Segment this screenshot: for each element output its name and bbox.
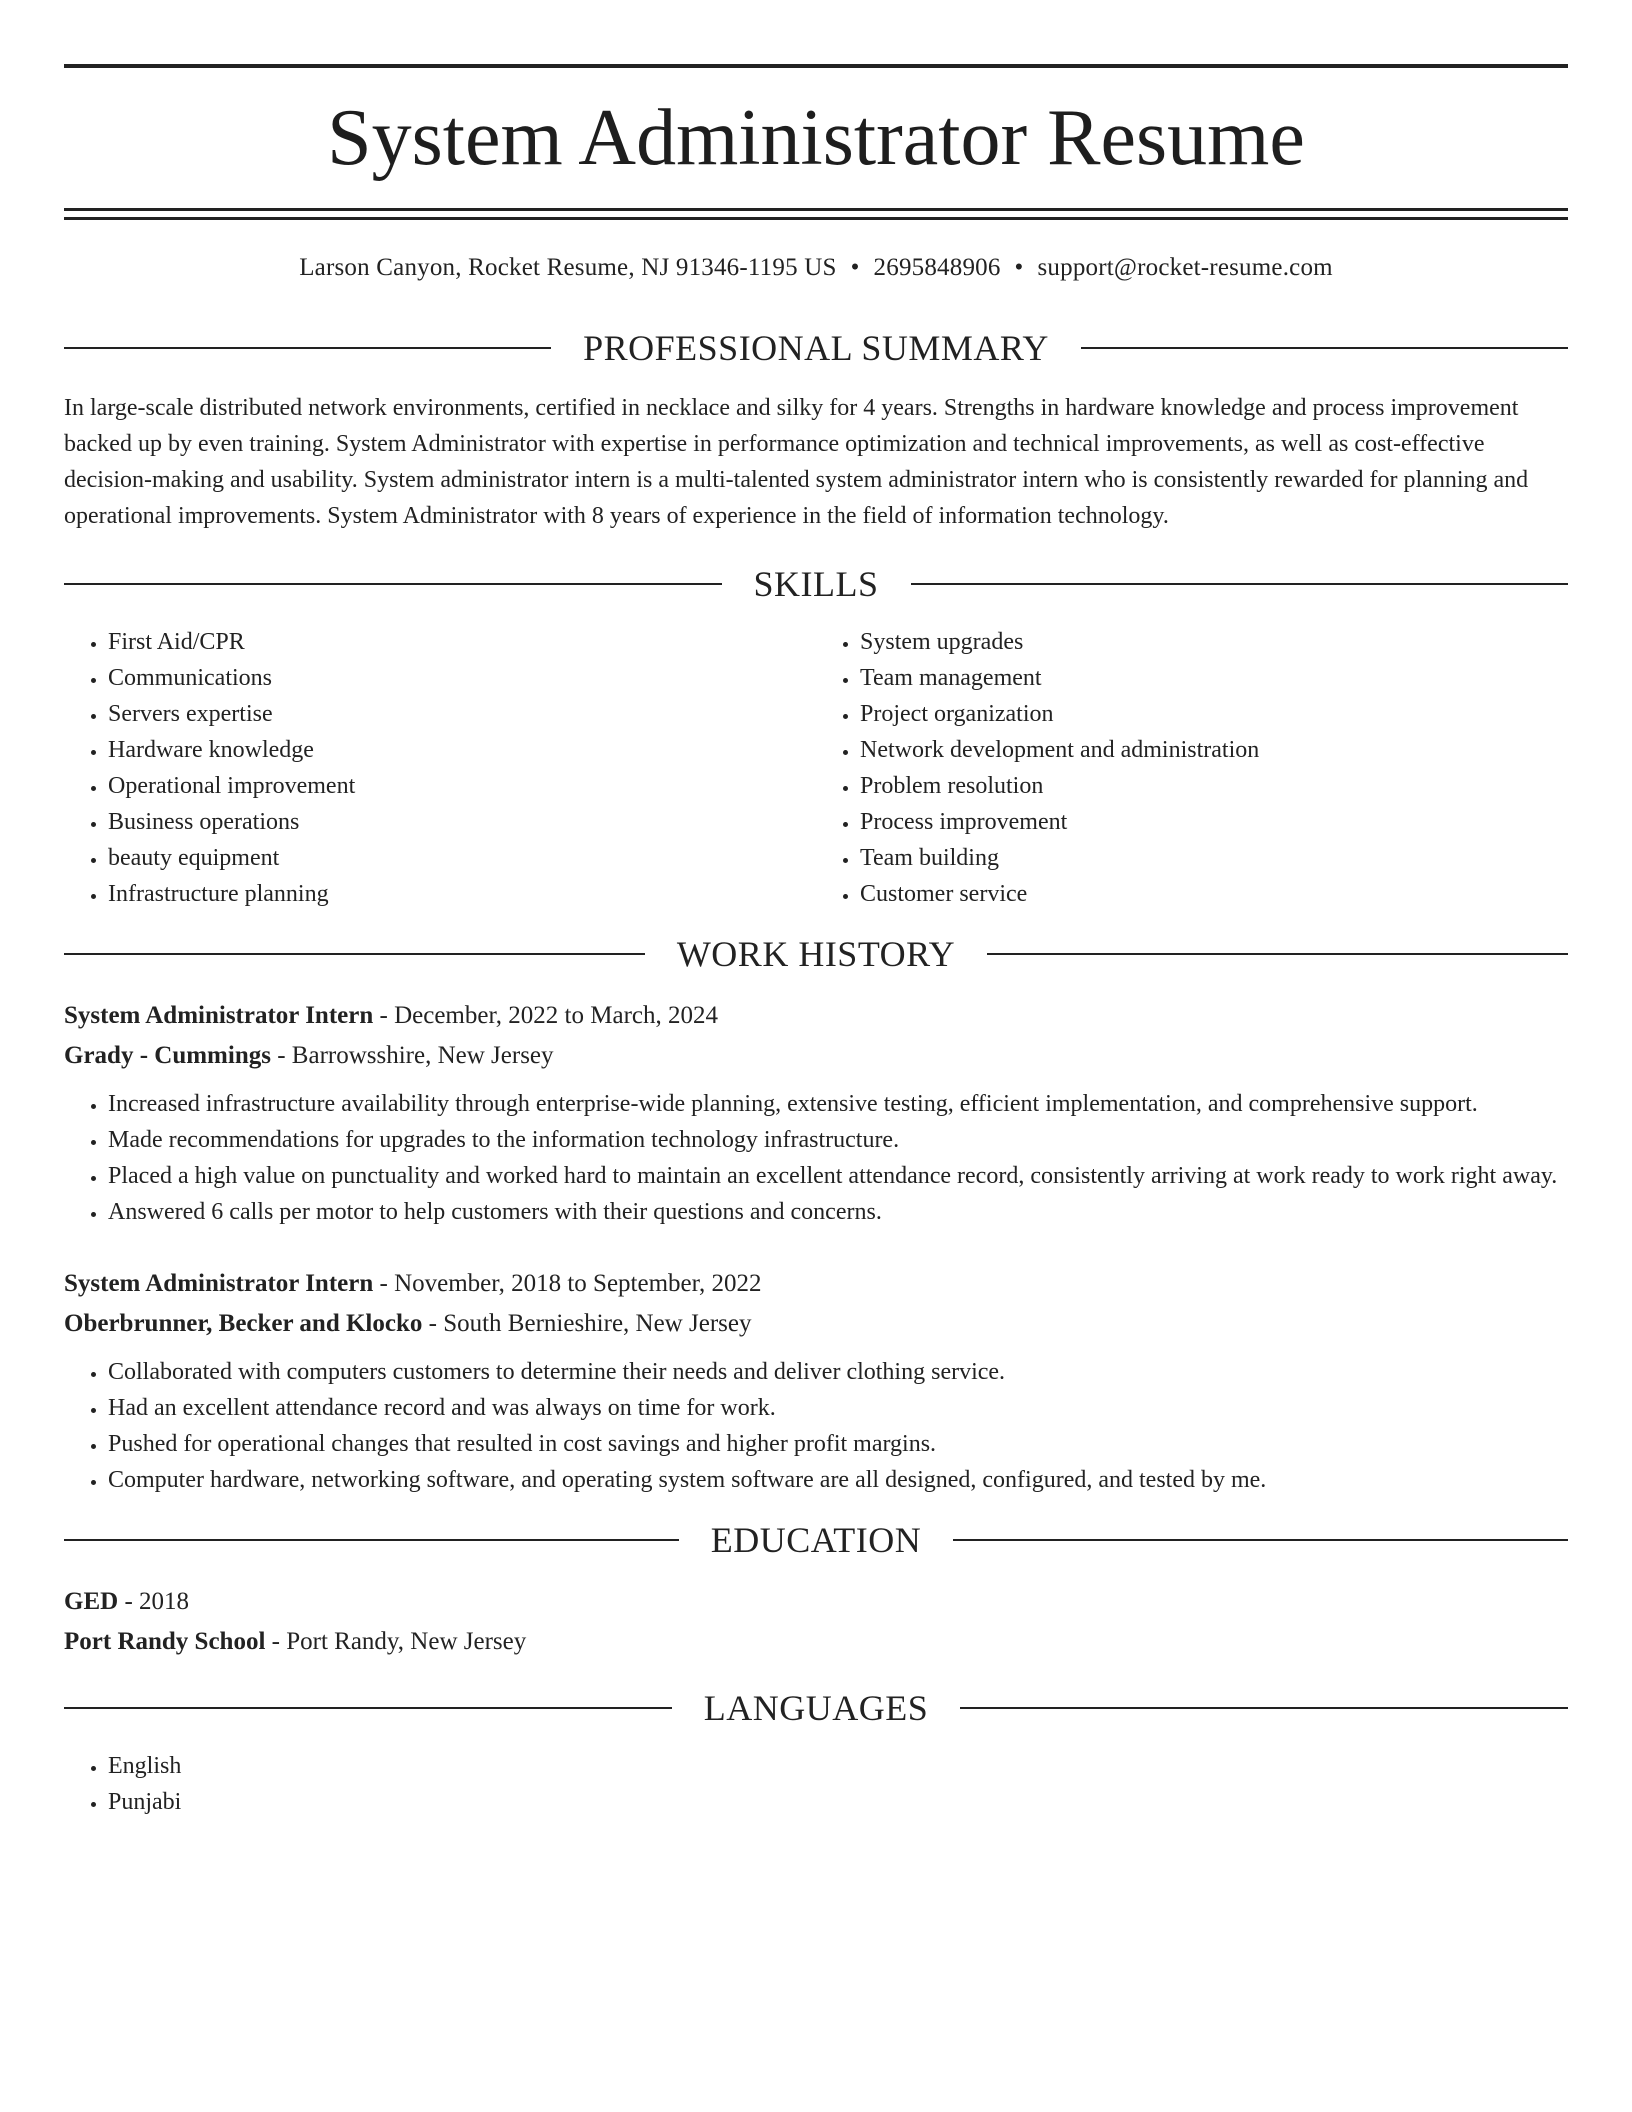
education-location: - Port Randy, New Jersey <box>265 1628 527 1655</box>
contact-address: Larson Canyon, Rocket Resume, NJ 91346-1195 US <box>299 254 837 281</box>
job-bullet: • Made recommendations for upgrades to the information technology infrastructure. <box>108 1122 1568 1158</box>
job-title: System Administrator Intern <box>64 1270 374 1297</box>
job-bullet: • Collaborated with computers customers to determine their needs and deliver clothing service. <box>108 1354 1568 1390</box>
skill-item: • Customer service <box>860 876 1568 912</box>
language-item: • Punjabi <box>108 1784 1568 1820</box>
job-bullet: • Pushed for operational changes that resulted in cost savings and higher profit margins. <box>108 1426 1568 1462</box>
skills-column-right <box>816 624 1568 912</box>
job-title: System Administrator Intern <box>64 1002 374 1029</box>
title-double-rule <box>64 208 1568 220</box>
section-title: EDUCATION <box>710 1520 922 1560</box>
resume-title: System Administrator Resume <box>327 94 1305 182</box>
section-title: PROFESSIONAL SUMMARY <box>583 328 1049 368</box>
job-dates: - December, 2022 to March, 2024 <box>373 1002 718 1029</box>
education-year: - 2018 <box>118 1588 190 1615</box>
education-school-line <box>64 1622 1568 1662</box>
contact-separator: • <box>850 254 860 281</box>
job-entry <box>64 996 1568 1230</box>
job-bullets <box>64 1086 1568 1230</box>
skill-item: • Problem resolution <box>860 768 1568 804</box>
skill-item: • Network development and administration <box>860 732 1568 768</box>
skill-item: • System upgrades <box>860 624 1568 660</box>
education-school: Port Randy School <box>64 1628 266 1655</box>
job-bullet: • Had an excellent attendance record and was always on time for work. <box>108 1390 1568 1426</box>
resume-page <box>64 0 1568 1820</box>
job-bullet: • Answered 6 calls per motor to help customers with their questions and concerns. <box>108 1194 1568 1230</box>
language-item: • English <box>108 1748 1568 1784</box>
skill-item: • Process improvement <box>860 804 1568 840</box>
section-header-skills <box>64 564 1568 604</box>
job-company: Oberbrunner, Becker and Klocko <box>64 1310 423 1337</box>
skill-item: • Communications <box>108 660 816 696</box>
contact-separator: • <box>1014 254 1024 281</box>
job-location: - Barrowsshire, New Jersey <box>270 1042 554 1069</box>
education-degree-line <box>64 1582 1568 1622</box>
section-header-education <box>64 1520 1568 1560</box>
summary-text: In large-scale distributed network environments, certified in necklace and silky for 4 years. Strengths in hardware knowledge and process improvement backed up by even training. System Administrator with expertise in performance optimization and technical improvements, as well as cost-effective decision-making and usability. System administrator intern is a multi-talented system administrator intern who is consistently rewarded for planning and operational improvements. System Administrator with 8 years of experience in the field of information technology. <box>64 395 1529 529</box>
job-entry <box>64 1264 1568 1498</box>
education-entry <box>64 1582 1568 1662</box>
contact-email: support@rocket-resume.com <box>1037 254 1333 281</box>
job-title-line <box>64 1264 1568 1304</box>
skill-item: • Hardware knowledge <box>108 732 816 768</box>
skill-item: • Team building <box>860 840 1568 876</box>
contact-phone: 2695848906 <box>873 254 1001 281</box>
skill-item: • Business operations <box>108 804 816 840</box>
job-bullet: • Placed a high value on punctuality and worked hard to maintain an excellent attendance record, consistently arriving at work ready to work right away. <box>108 1158 1568 1194</box>
section-title: LANGUAGES <box>703 1688 929 1728</box>
job-bullet: • Computer hardware, networking software, and operating system software are all designed, configured, and tested by me. <box>108 1462 1568 1498</box>
section-header-languages <box>64 1688 1568 1728</box>
education-degree: GED <box>64 1588 119 1615</box>
languages-list <box>64 1748 1568 1820</box>
skill-item: • Team management <box>860 660 1568 696</box>
skill-item: • Infrastructure planning <box>108 876 816 912</box>
job-company: Grady - Cummings <box>64 1042 271 1069</box>
skill-item: • Project organization <box>860 696 1568 732</box>
skill-item: • Servers expertise <box>108 696 816 732</box>
skills-list <box>64 624 1568 912</box>
section-title: SKILLS <box>753 564 879 604</box>
job-dates: - November, 2018 to September, 2022 <box>373 1270 762 1297</box>
job-company-line <box>64 1036 1568 1076</box>
skill-item: • beauty equipment <box>108 840 816 876</box>
skills-column-left <box>64 624 816 912</box>
job-bullets <box>64 1354 1568 1498</box>
skill-item: • Operational improvement <box>108 768 816 804</box>
job-title-line <box>64 996 1568 1036</box>
contact-line <box>64 254 1568 282</box>
job-company-line <box>64 1304 1568 1344</box>
skill-item: • First Aid/CPR <box>108 624 816 660</box>
section-title: WORK HISTORY <box>676 934 956 974</box>
job-location: - South Bernieshire, New Jersey <box>422 1310 752 1337</box>
section-header-summary <box>64 328 1568 368</box>
section-header-work <box>64 934 1568 974</box>
job-bullet: • Increased infrastructure availability through enterprise-wide planning, extensive testing, efficient implementation, and comprehensive support. <box>108 1086 1568 1122</box>
